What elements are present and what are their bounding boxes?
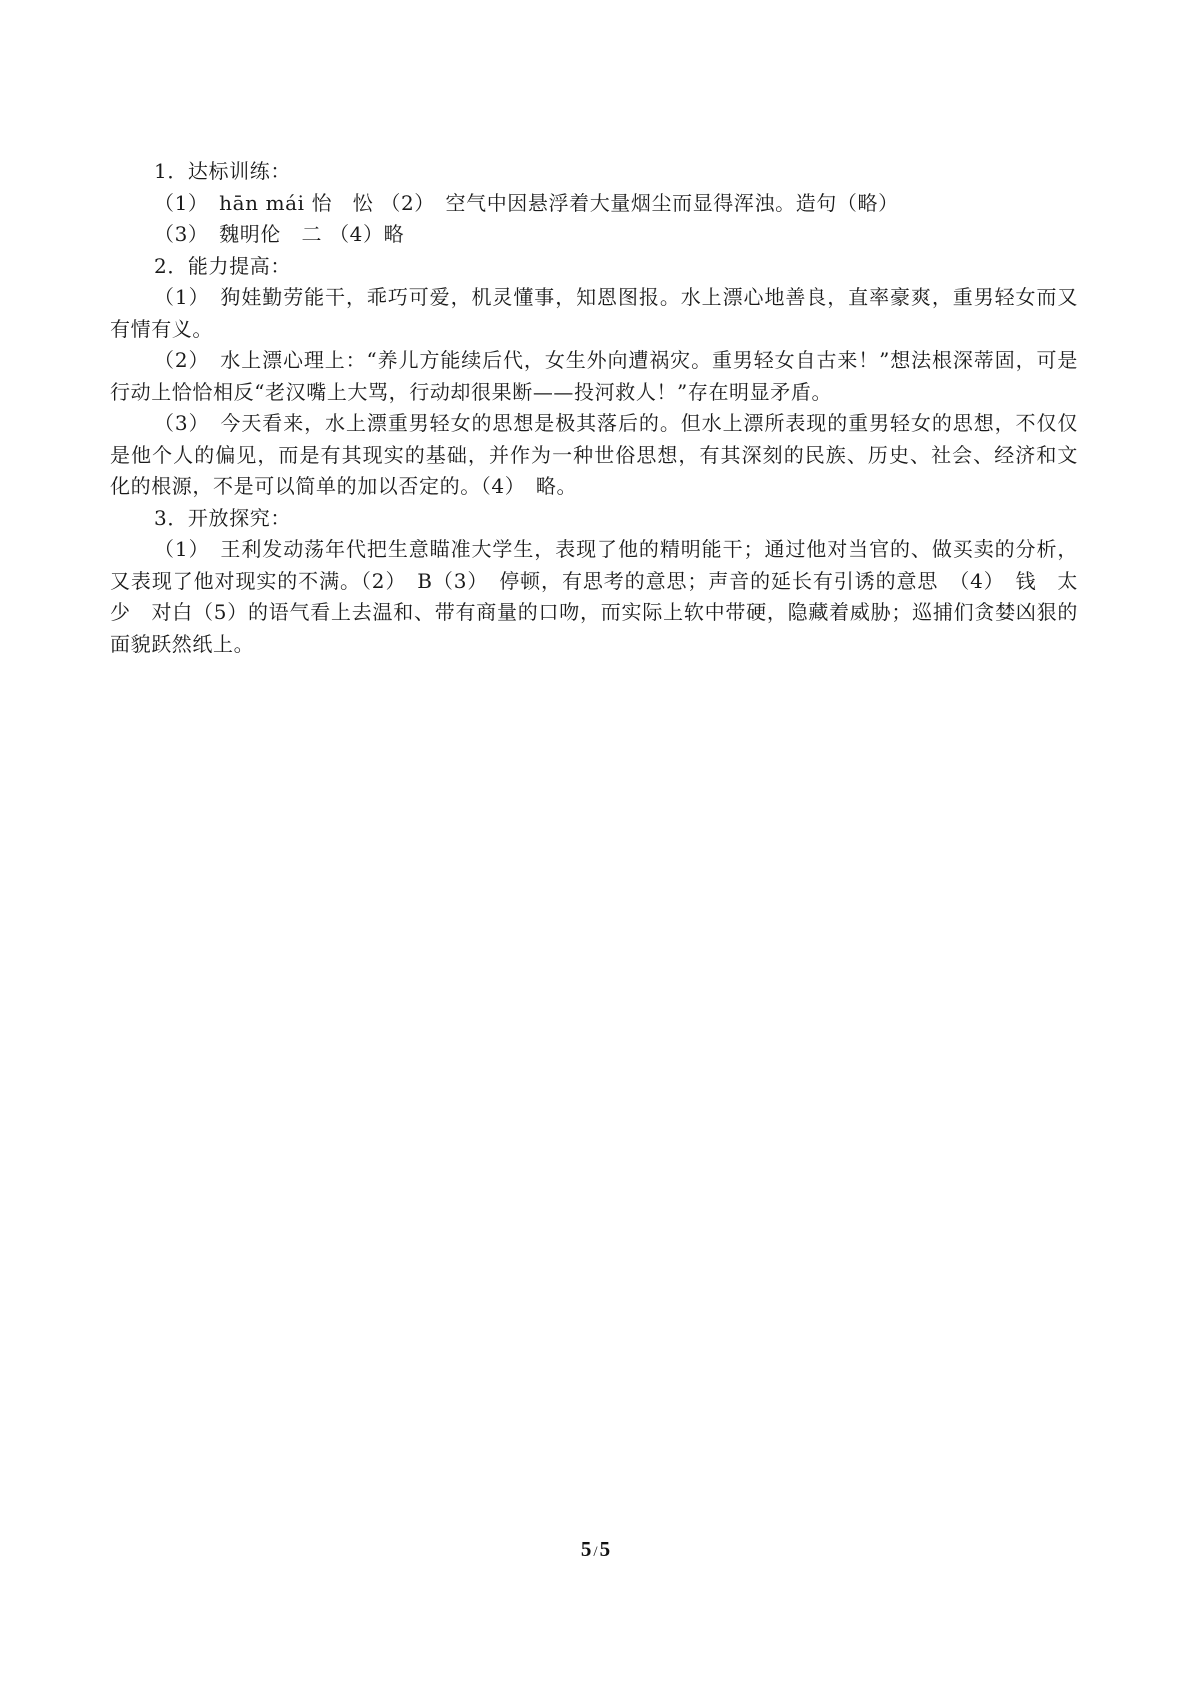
training-answer-line-2: （3） 魏明伦 二 （4）略 xyxy=(154,222,405,246)
page-number xyxy=(0,1537,1191,1562)
training-answer-line-1: （1） hān mái 怡 忪 （2） 空气中因悬浮着大量烟尘而显得浑浊。造句（略） xyxy=(154,190,899,215)
ability-answer-2: （2） 水上漂心理上：“养儿方能续后代，女生外向遭祸灾。重男轻女自古来！”想法根深蒂固，可是行动上恰恰相反“老汉嘴上大骂，行动却很果断——投河救人！”存在明显矛盾。 xyxy=(110,348,1078,404)
current-page-number: 5 xyxy=(580,1537,592,1561)
page-number-separator: / xyxy=(593,1544,598,1560)
ability-answer-1: （1） 狗娃勤劳能干，乖巧可爱，机灵懂事，知恩图报。水上漂心地善良，直率豪爽，重男轻女而又有情有义。 xyxy=(110,285,1078,341)
ability-answer-3: （3） 今天看来，水上漂重男轻女的思想是极其落后的。但水上漂所表现的重男轻女的思想，不仅仅是他个人的偏见，而是有其现实的基础，并作为一种世俗思想，有其深刻的民族、历史、社会、经济和文化的根源，不是可以简单的加以否定的。（4） 略。 xyxy=(110,411,1078,498)
answer-content xyxy=(110,156,1078,660)
total-page-number: 5 xyxy=(599,1537,611,1561)
section-heading-training: 1．达标训练： xyxy=(154,159,291,183)
section-heading-ability: 2．能力提高： xyxy=(154,253,291,278)
section-heading-open-inquiry: 3．开放探究： xyxy=(154,505,291,530)
open-inquiry-answer: （1） 王利发动荡年代把生意瞄准大学生，表现了他的精明能干；通过他对当官的、做买卖的分析，又表现了他对现实的不满。（2） B（3） 停顿，有思考的意思；声音的延长有引诱的意思 （4） 钱 太少 对白（5）的语气看上去温和、带有商量的口吻，而实际上软中带硬，隐藏着威胁；巡捕们贪婪凶狠的面貌跃然纸上。 xyxy=(110,537,1078,656)
